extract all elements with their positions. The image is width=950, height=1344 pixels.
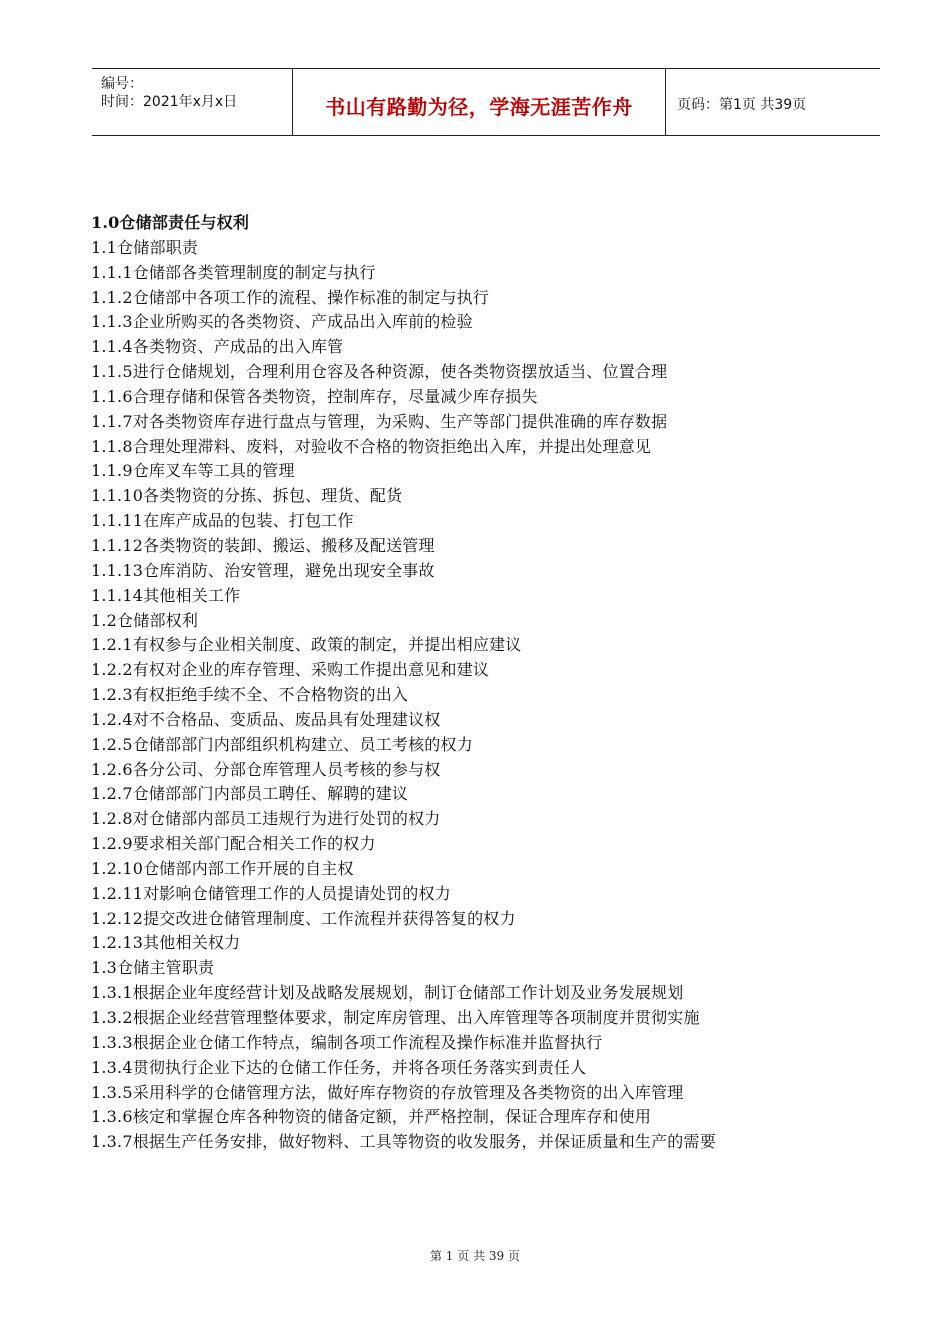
- text-line: 1.3.6核定和掌握仓库各种物资的储备定额，并严格控制，保证合理库存和使用: [91, 1107, 652, 1127]
- text-line: 1.1.10各类物资的分拣、拆包、理货、配货: [91, 486, 403, 506]
- document-body: [91, 211, 891, 1155]
- text-line: 1.2.3有权拒绝手续不全、不合格物资的出入: [91, 685, 409, 705]
- document-number-label: 编号：: [101, 76, 143, 92]
- text-line: 1.1仓储部职责: [91, 237, 199, 257]
- text-line: 1.1.2仓储部中各项工作的流程、操作标准的制定与执行: [91, 287, 490, 307]
- text-line: 1.1.8合理处理滞料、废料，对验收不合格的物资拒绝出入库，并提出处理意见: [91, 436, 652, 456]
- text-line: 1.2.4对不合格品、变质品、废品具有处理建议权: [91, 709, 441, 729]
- text-line: 1.2.1有权参与企业相关制度、政策的制定，并提出相应建议: [91, 635, 522, 655]
- text-line: 1.2.6各分公司、分部仓库管理人员考核的参与权: [91, 759, 441, 779]
- footer-total-pages: 39: [488, 1249, 505, 1263]
- text-line: 1.3.2根据企业经营管理整体要求，制定库房管理、出入库管理等各项制度并贯彻实施: [91, 1008, 700, 1027]
- footer-page-number: 1: [445, 1249, 454, 1263]
- text-line: 1.1.11在库产成品的包装、打包工作: [91, 511, 354, 531]
- text-line: 1.1.4各类物资、产成品的出入库管: [91, 337, 344, 357]
- text-line: 1.1.14其他相关工作: [91, 585, 241, 605]
- text-line: 1.3.4贯彻执行企业下达的仓储工作任务，并将各项任务落实到责任人: [91, 1057, 587, 1077]
- text-line: 1.2.11对影响仓储管理工作的人员提请处罚的权力: [91, 883, 451, 903]
- text-line: 1.1.9仓库叉车等工具的管理: [91, 461, 295, 481]
- text-line: 1.3.1根据企业年度经营计划及战略发展规划，制订仓储部工作计划及业务发展规划: [91, 983, 684, 1003]
- header-left-cell: [92, 69, 293, 135]
- text-line: 1.1.1仓储部各类管理制度的制定与执行: [91, 262, 376, 282]
- text-line: 1.1.12各类物资的装卸、搬运、搬移及配送管理: [91, 535, 435, 555]
- text-line: 1.1.13仓库消防、治安管理，避免出现安全事故: [91, 560, 435, 580]
- header-middle-cell: [293, 69, 666, 135]
- footer-middle: 页 共: [457, 1249, 486, 1263]
- text-line: 1.2.10仓储部内部工作开展的自主权: [91, 858, 354, 878]
- text-line: 1.3.7根据生产任务安排，做好物料、工具等物资的收发服务，并保证质量和生产的需要: [91, 1132, 716, 1152]
- text-line: 1.1.3企业所购买的各类物资、产成品出入库前的检验: [91, 312, 473, 332]
- document-time-label: 时间：2021年x月x日: [101, 94, 238, 110]
- footer-prefix: 第: [429, 1249, 442, 1263]
- footer-suffix: 页: [508, 1249, 521, 1263]
- text-line: 1.2仓储部权利: [91, 610, 199, 630]
- text-line: 1.3.3根据企业仓储工作特点，编制各项工作流程及操作标准并监督执行: [91, 1032, 603, 1052]
- text-line: 1.2.5仓储部部门内部组织机构建立、员工考核的权力: [91, 734, 473, 754]
- page-header: [92, 68, 880, 136]
- text-line: 1.3.5采用科学的仓储管理方法，做好库存物资的存放管理及各类物资的出入库管理: [91, 1082, 684, 1102]
- text-line: 1.2.13其他相关权力: [91, 933, 241, 953]
- text-line: 1.1.6合理存储和保管各类物资，控制库存，尽量减少库存损失: [91, 386, 538, 406]
- text-line: 1.2.2有权对企业的库存管理、采购工作提出意见和建议: [91, 660, 490, 680]
- section-title: 1.0仓储部责任与权利: [91, 213, 250, 232]
- text-line: 1.1.5进行仓储规划，合理利用仓容及各种资源，使各类物资摆放适当、位置合理: [91, 362, 668, 382]
- header-motto: 书山有路勤为径，学海无涯苦作舟: [325, 95, 633, 119]
- text-line: 1.3仓储主管职责: [91, 958, 215, 978]
- header-page-label: 页码：第1页 共39页: [677, 97, 807, 113]
- text-line: 1.2.7仓储部部门内部员工聘任、解聘的建议: [91, 784, 409, 804]
- text-line: 1.2.12提交改进仓储管理制度、工作流程并获得答复的权力: [91, 908, 516, 928]
- text-line: 1.2.9要求相关部门配合相关工作的权力: [91, 834, 376, 854]
- text-line: 1.1.7对各类物资库存进行盘点与管理，为采购、生产等部门提供准确的库存数据: [91, 411, 668, 431]
- header-right-cell: [666, 69, 880, 135]
- text-line: 1.2.8对仓储部内部员工违规行为进行处罚的权力: [91, 809, 441, 829]
- page-footer: [0, 1247, 950, 1264]
